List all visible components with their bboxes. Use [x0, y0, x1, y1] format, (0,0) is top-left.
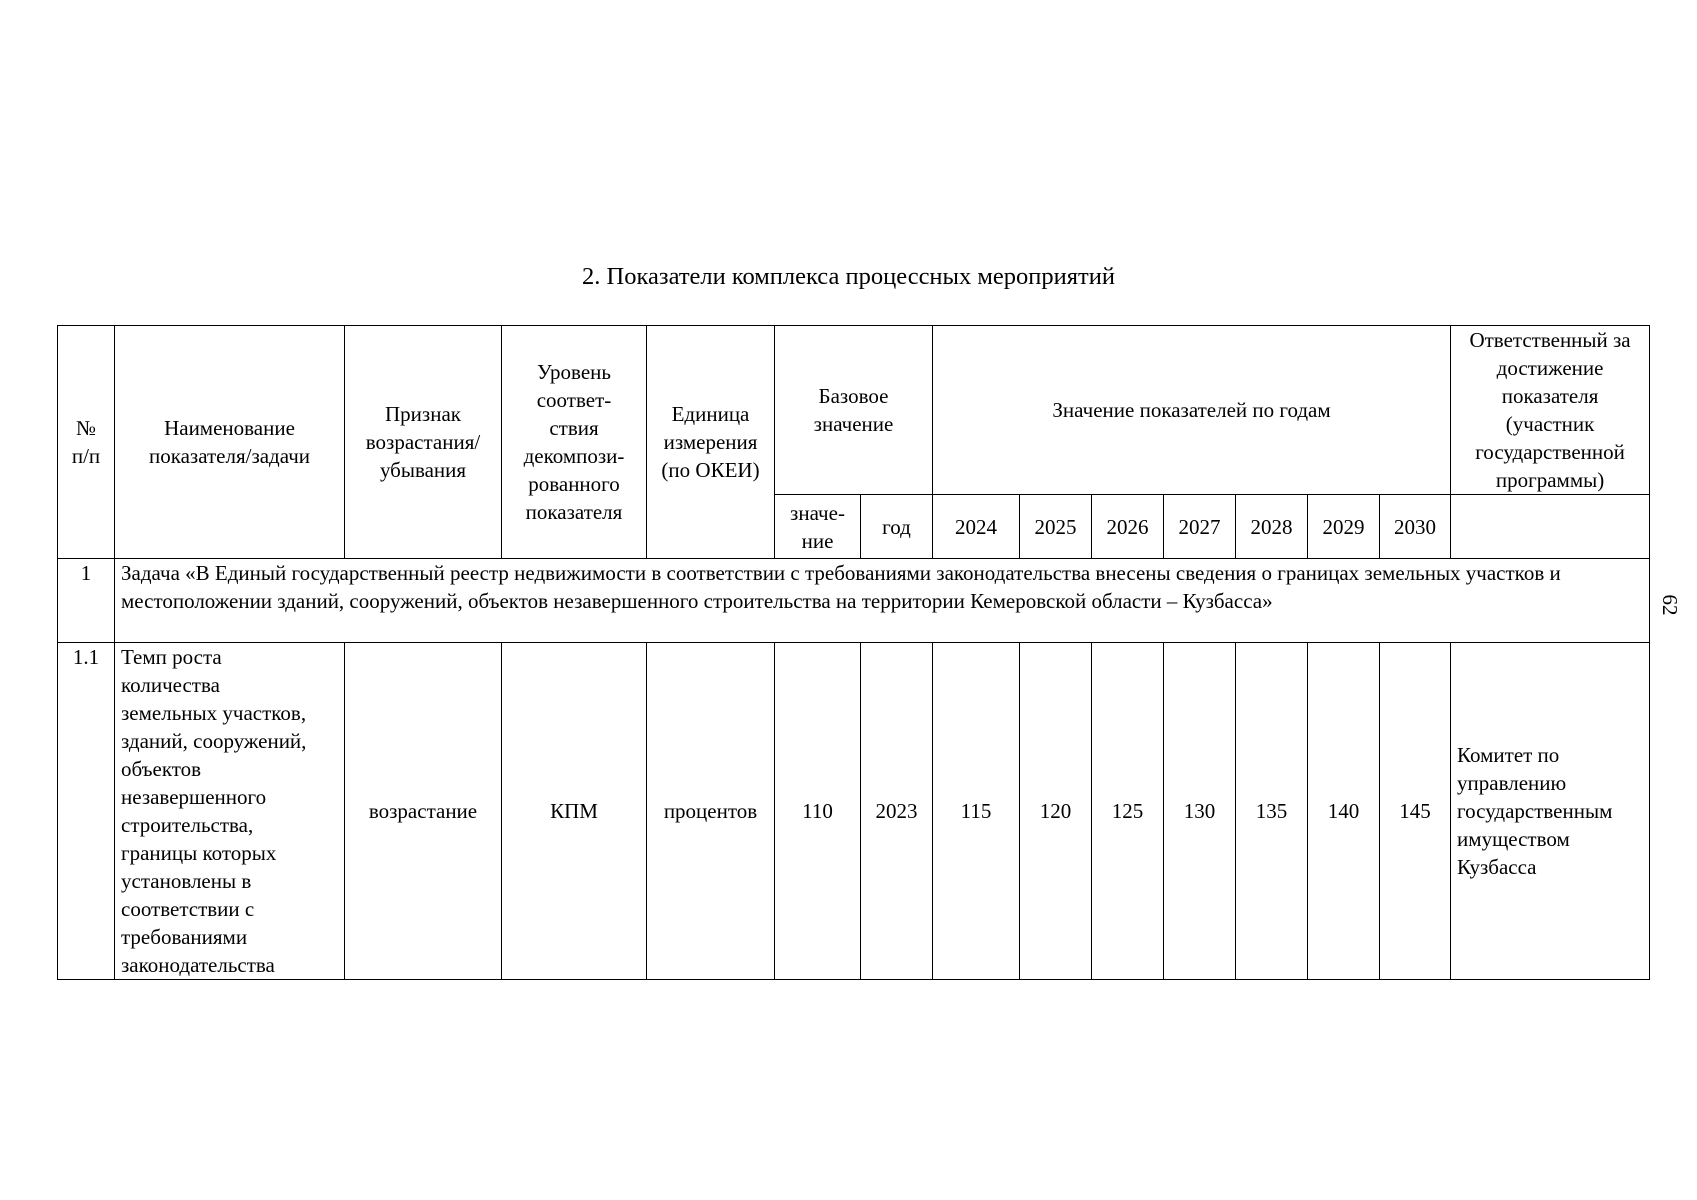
header-year-2025: 2025: [1020, 495, 1092, 559]
row-num: 1.1: [58, 643, 115, 980]
row-name: Темп роста количества земельных участков, зданий, сооружений, объектов незавершенного строительства, границы которых установлены в соответствии с требованиями законодательства: [115, 643, 345, 980]
header-name: Наименование показателя/задачи: [115, 326, 345, 559]
page-number: 62: [1658, 594, 1682, 616]
header-base: Базовое значение: [775, 326, 933, 495]
row-value-2025: 120: [1020, 643, 1092, 980]
task-row: [58, 559, 1650, 643]
header-responsible: Ответственный за достижение показателя (участник государственной программы): [1451, 326, 1650, 495]
row-base-year: 2023: [861, 643, 933, 980]
header-year-2024: 2024: [933, 495, 1020, 559]
task-text: Задача «В Единый государственный реестр недвижимости в соответствии с требованиями законодательства внесены сведения о границах земельных участков и местоположении зданий, сооружений, объектов незавершенного строительства на территории Кемеровской области – Кузбасса»: [115, 559, 1650, 643]
row-unit: процентов: [647, 643, 775, 980]
header-responsible-empty: [1451, 495, 1650, 559]
row-base-value: 110: [775, 643, 861, 980]
row-level: КПМ: [502, 643, 647, 980]
header-base-year: год: [861, 495, 933, 559]
indicators-table: [57, 325, 1650, 980]
row-value-2024: 115: [933, 643, 1020, 980]
header-sign: Признак возрастания/ убывания: [345, 326, 502, 559]
header-unit: Единица измерения (по ОКЕИ): [647, 326, 775, 559]
row-value-2029: 140: [1308, 643, 1380, 980]
header-year-2028: 2028: [1236, 495, 1308, 559]
page-title: 2. Показатели комплекса процессных мероприятий: [582, 263, 1115, 290]
header-level: Уровень соответ- ствия декомпози- рованного показателя: [502, 326, 647, 559]
header-year-2027: 2027: [1164, 495, 1236, 559]
header-year-2029: 2029: [1308, 495, 1380, 559]
row-responsible: Комитет по управлению государственным имуществом Кузбасса: [1451, 643, 1650, 980]
header-year-2026: 2026: [1092, 495, 1164, 559]
row-value-2027: 130: [1164, 643, 1236, 980]
header-base-value: значе- ние: [775, 495, 861, 559]
row-sign: возрастание: [345, 643, 502, 980]
row-value-2026: 125: [1092, 643, 1164, 980]
table-row: [58, 643, 1650, 980]
task-num: 1: [58, 559, 115, 643]
row-value-2030: 145: [1380, 643, 1451, 980]
header-row-top: [58, 326, 1650, 495]
header-years-group: Значение показателей по годам: [933, 326, 1451, 495]
row-value-2028: 135: [1236, 643, 1308, 980]
header-num: № п/п: [58, 326, 115, 559]
header-year-2030: 2030: [1380, 495, 1451, 559]
